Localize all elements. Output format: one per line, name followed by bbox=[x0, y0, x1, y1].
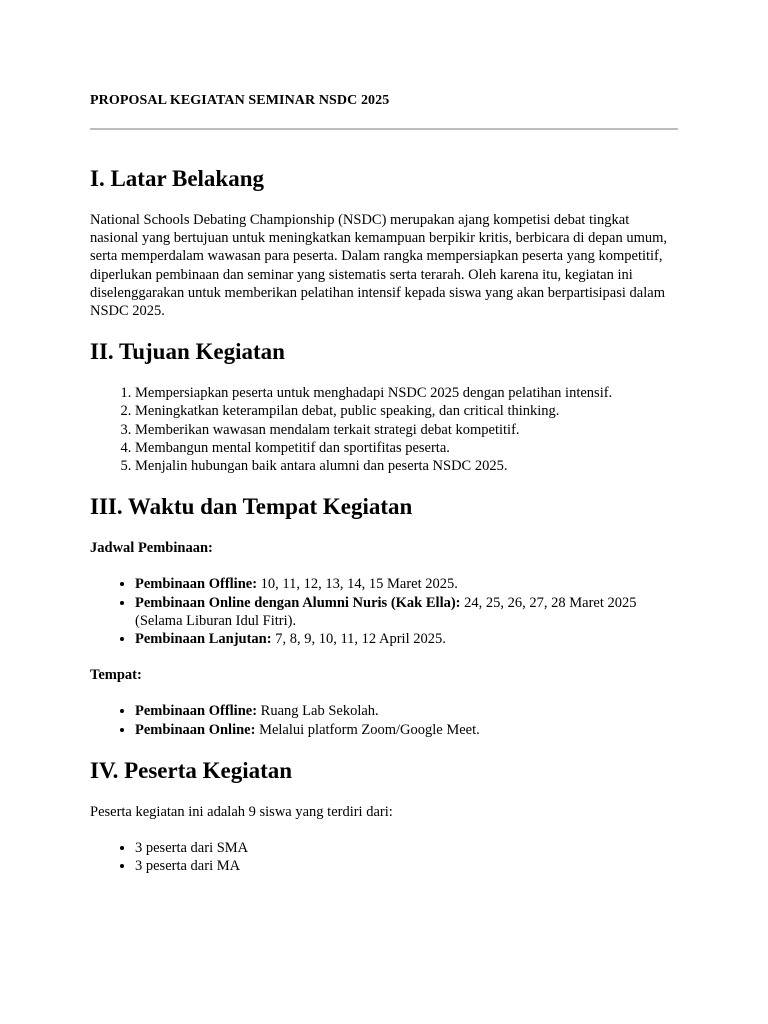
jadwal-item bbox=[135, 575, 678, 593]
tujuan-item: 5. Menjalin hubungan baik antara alumni dan peserta NSDC 2025. bbox=[135, 457, 678, 475]
section-heading-tujuan-kegiatan: II. Tujuan Kegiatan bbox=[90, 339, 285, 365]
document-title: PROPOSAL KEGIATAN SEMINAR NSDC 2025 bbox=[90, 93, 390, 108]
tujuan-item: 3. Memberikan wawasan mendalam terkait strategi debat kompetitif. bbox=[135, 421, 678, 439]
latar-belakang-paragraph: National Schools Debating Championship (NSDC) merupakan ajang kompetisi debat tingkat nasional yang bertujuan untuk meningkatkan kemampuan berpikir kritis, berbicara di depan umum, serta memperdalam wawasan para peserta. Dalam rangka mempersiapkan peserta yang kompetitif, diperlukan pembinaan dan seminar yang sistematis serta terarah. Oleh karena itu, kegiatan ini diselenggarakan untuk memberikan pelatihan intensif kepada siswa yang akan berpartisipasi dalam NSDC 2025. bbox=[90, 212, 668, 320]
jadwal-item-label: Pembinaan Online dengan Alumni Nuris (Kak Ella): bbox=[135, 594, 461, 611]
jadwal-item bbox=[135, 630, 678, 648]
title-divider bbox=[90, 128, 678, 130]
section-heading-peserta-kegiatan: IV. Peserta Kegiatan bbox=[90, 757, 293, 783]
tujuan-item: 4. Membangun mental kompetitif dan sportifitas peserta. bbox=[135, 439, 678, 457]
jadwal-item bbox=[135, 594, 678, 630]
peserta-list bbox=[90, 839, 678, 875]
tempat-item-label: Pembinaan Online: bbox=[135, 721, 256, 738]
jadwal-list bbox=[90, 575, 678, 648]
peserta-item: • 3 peserta dari SMA bbox=[135, 839, 678, 857]
tujuan-list bbox=[90, 384, 678, 475]
tempat-item bbox=[135, 702, 678, 720]
tempat-item bbox=[135, 721, 678, 739]
tempat-list bbox=[90, 702, 678, 738]
tempat-item-label: Pembinaan Offline: bbox=[135, 703, 258, 720]
tujuan-item: 1. Mempersiapkan peserta untuk menghadapi NSDC 2025 dengan pelatihan intensif. bbox=[135, 384, 678, 402]
tujuan-item: 2. Meningkatkan keterampilan debat, public speaking, dan critical thinking. bbox=[135, 402, 678, 420]
jadwal-item-label: Pembinaan Offline: bbox=[135, 576, 258, 593]
jadwal-label: Jadwal Pembinaan: bbox=[90, 540, 213, 557]
jadwal-item-text: 10, 11, 12, 13, 14, 15 Maret 2025. bbox=[257, 576, 458, 593]
jadwal-item-label: Pembinaan Lanjutan: bbox=[135, 631, 272, 648]
tempat-label: Tempat: bbox=[90, 667, 142, 684]
section-heading-latar-belakang: I. Latar Belakang bbox=[90, 166, 265, 191]
section-heading-waktu-tempat: III. Waktu dan Tempat Kegiatan bbox=[90, 494, 413, 520]
jadwal-item-text: 24, 25, 26, 27, 28 Maret 2025 (Selama Liburan Idul Fitri). bbox=[135, 594, 637, 629]
tempat-item-text: Ruang Lab Sekolah. bbox=[257, 703, 379, 720]
jadwal-item-text: 7, 8, 9, 10, 11, 12 April 2025. bbox=[271, 631, 446, 648]
peserta-item: • 3 peserta dari MA bbox=[135, 857, 678, 875]
tempat-item-text: Melalui platform Zoom/Google Meet. bbox=[255, 721, 480, 738]
peserta-intro: Peserta kegiatan ini adalah 9 siswa yang terdiri dari: bbox=[90, 803, 393, 820]
